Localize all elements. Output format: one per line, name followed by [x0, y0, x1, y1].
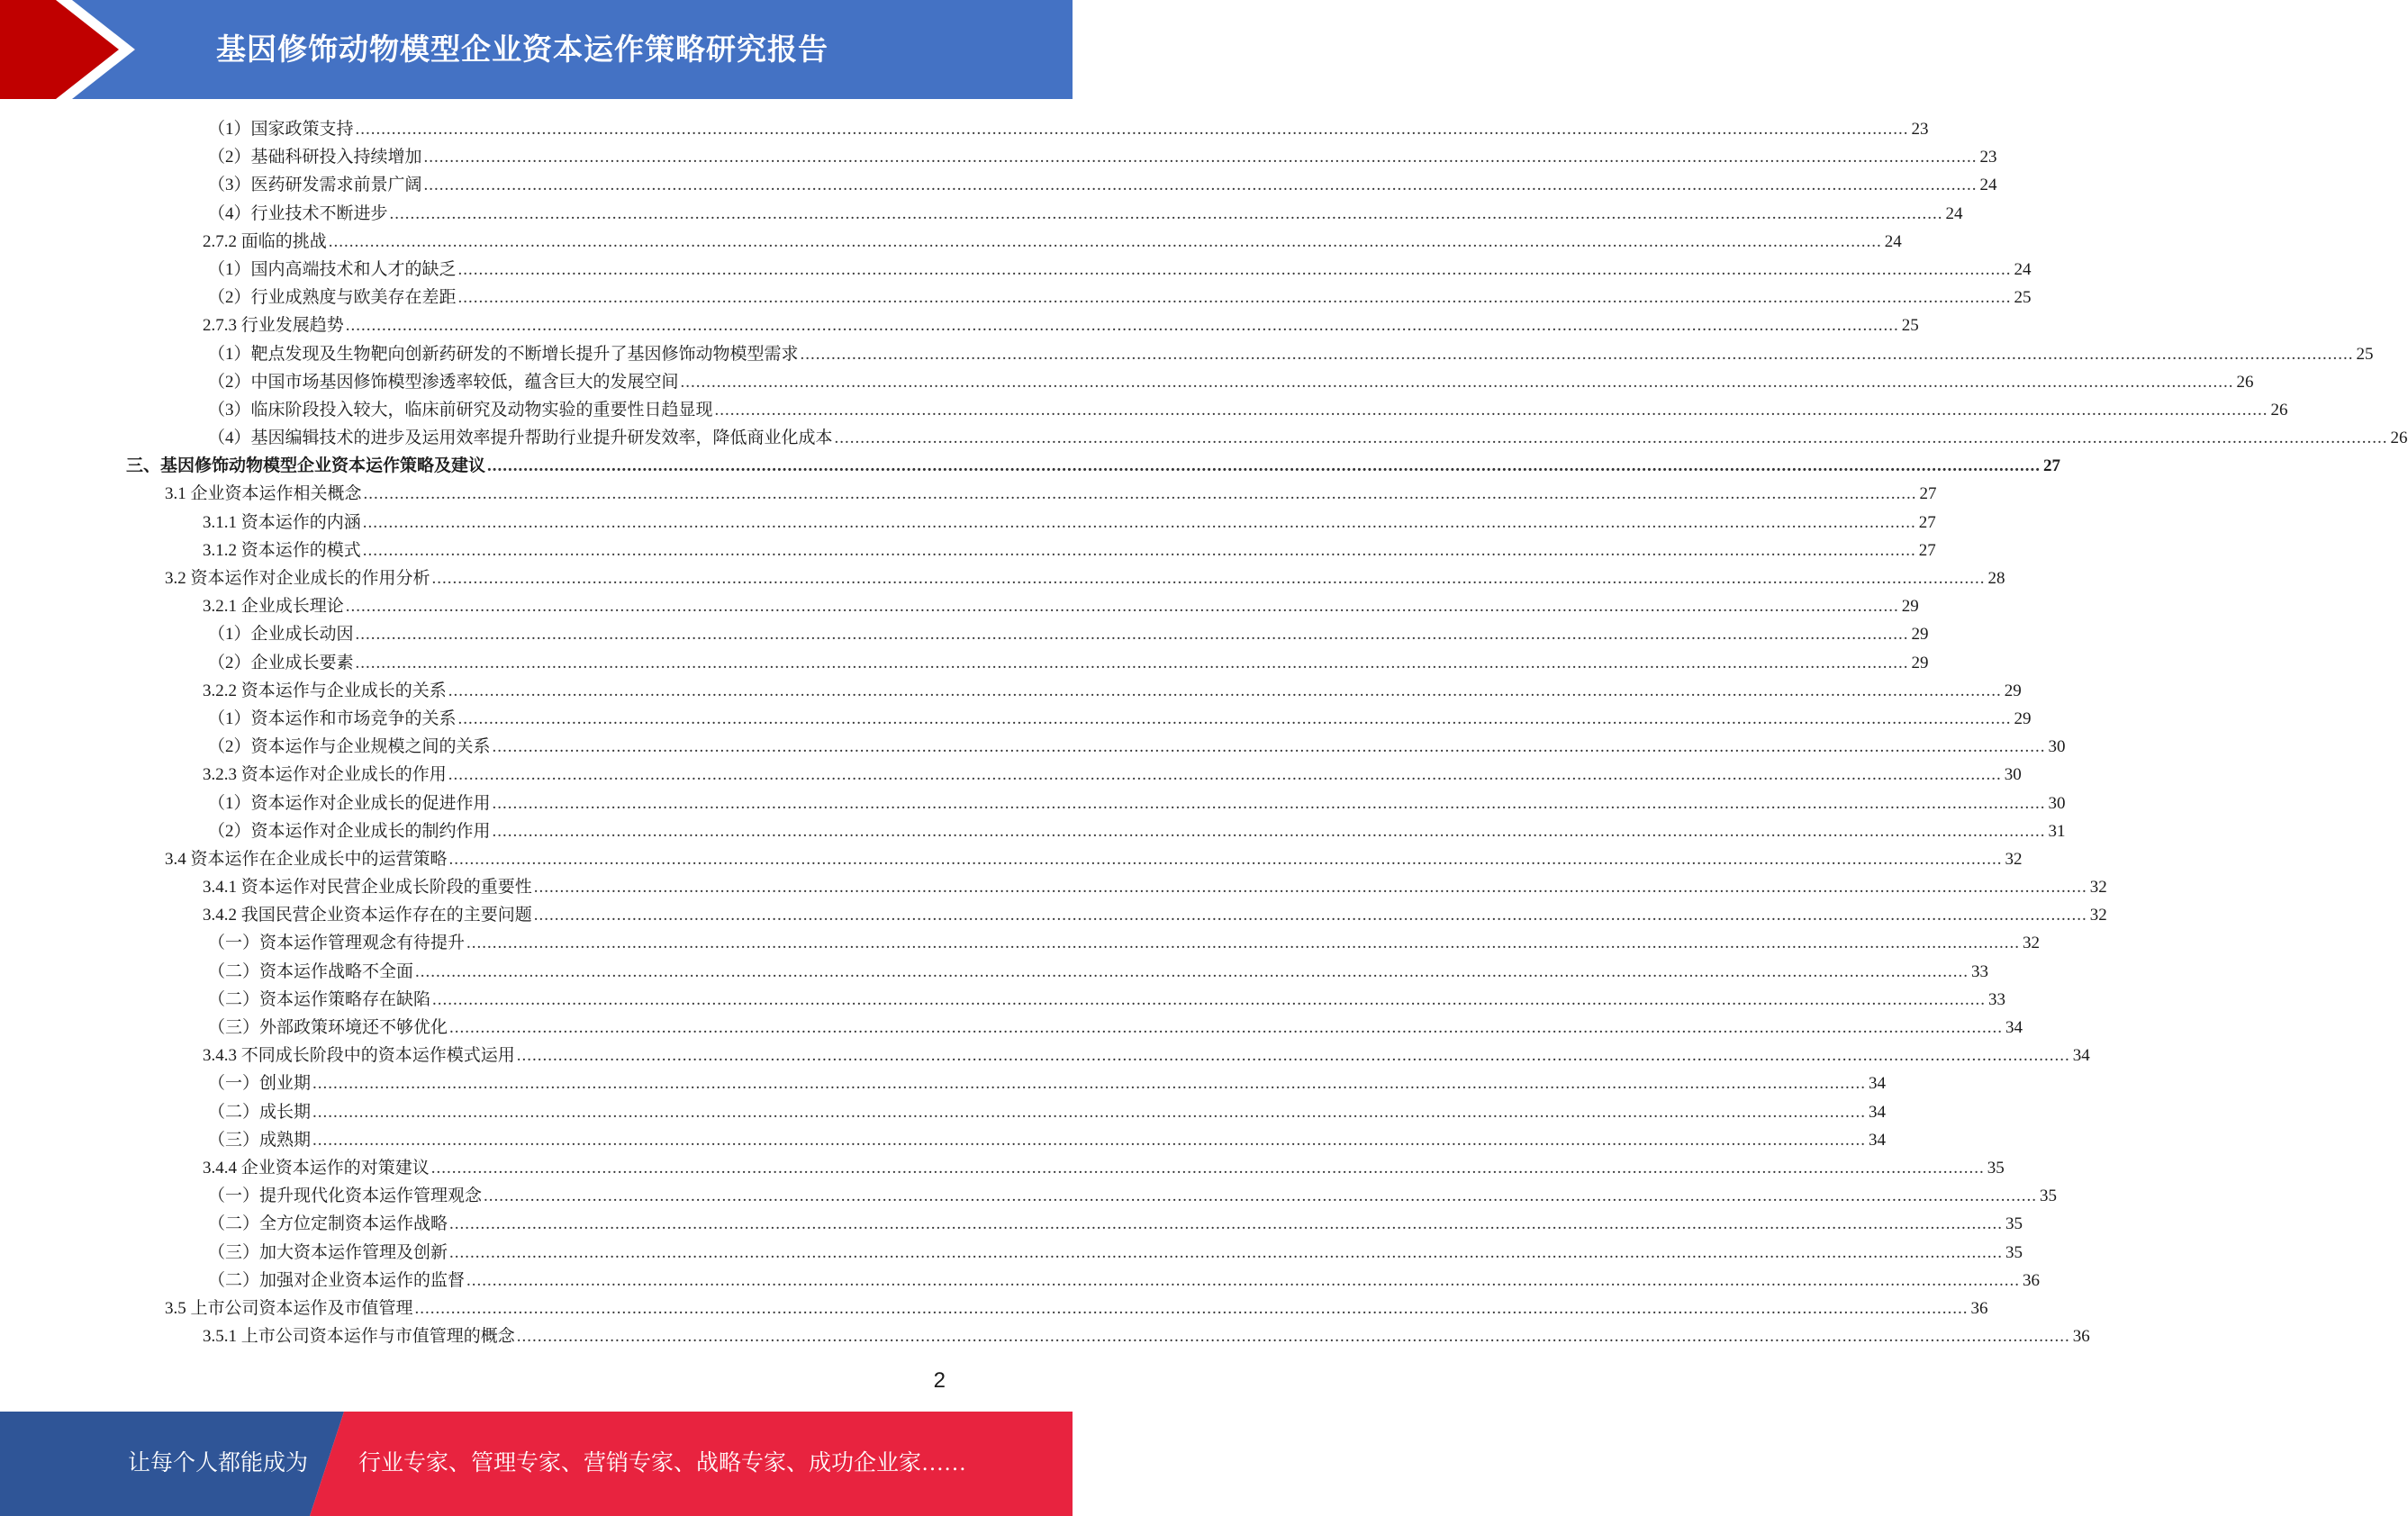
toc-entry-title: （三）成熟期: [208, 1130, 312, 1150]
toc-entry-page: 30: [2048, 793, 2066, 813]
toc-entry-page: 34: [1869, 1074, 1887, 1094]
toc-entry-title: （2）资本运作对企业成长的制约作用: [208, 821, 491, 841]
toc-entry-page: 36: [2072, 1327, 2090, 1347]
toc-entry-title: 2.7.3 行业发展趋势: [203, 316, 344, 336]
dot-leader: ............................................................................................................................................................................................................................................................................................................: [345, 597, 1899, 617]
toc-entry-title: （1）企业成长动因: [208, 625, 354, 645]
toc-entry-page: 23: [1979, 148, 1997, 167]
toc-entry-page: 29: [1911, 653, 1929, 672]
toc-entry-title: （4）基因编辑技术的进步及运用效率提升帮助行业提升研发效率，降低商业化成本: [208, 429, 833, 448]
toc-entry-title: （4）行业技术不断进步: [208, 203, 388, 223]
toc-entry-title: （二）加强对企业资本运作的监督: [208, 1270, 466, 1290]
toc-entry[interactable]: [165, 480, 1937, 508]
dot-leader: ............................................................................................................................................................................................................................................................................................................: [345, 316, 1899, 336]
toc-entry[interactable]: [208, 790, 2066, 817]
toc-entry-page: 35: [2040, 1187, 2058, 1206]
toc-entry-page: 29: [1901, 597, 1919, 617]
toc-entry[interactable]: [208, 1210, 2023, 1238]
toc-entry-title: 3.2.2 资本运作与企业成长的关系: [203, 681, 447, 700]
dot-leader: ............................................................................................................................................................................................................................................................................................................: [487, 456, 2041, 476]
toc-entry[interactable]: [208, 620, 1929, 648]
toc-entry-page: 27: [1919, 484, 1937, 504]
toc-entry-title: （1）资本运作对企业成长的促进作用: [208, 793, 491, 813]
toc-entry-page: 24: [1945, 203, 1963, 223]
toc-entry[interactable]: [208, 143, 1997, 171]
toc-entry[interactable]: [208, 171, 1997, 199]
toc-entry[interactable]: [208, 396, 2288, 424]
dot-leader: ............................................................................................................................................................................................................................................................................................................: [389, 203, 1943, 223]
toc-entry-page: 30: [2004, 765, 2022, 785]
toc-entry-page: 30: [2048, 737, 2066, 757]
dot-leader: ............................................................................................................................................................................................................................................................................................................: [431, 569, 1986, 588]
toc-entry[interactable]: [208, 1098, 1887, 1126]
toc-entry-title: 3.2.3 资本运作对企业成长的作用: [203, 765, 447, 785]
toc-entry-title: 3.4 资本运作在企业成长中的运营策略: [165, 849, 448, 869]
toc-entry-title: （一）创业期: [208, 1074, 312, 1094]
dot-leader: ............................................................................................................................................................................................................................................................................................................: [466, 934, 2021, 953]
dot-leader: ............................................................................................................................................................................................................................................................................................................: [362, 540, 1916, 560]
toc-entry-page: 29: [1911, 625, 1929, 645]
toc-entry[interactable]: [208, 115, 1929, 143]
dot-leader: ............................................................................................................................................................................................................................................................................................................: [423, 148, 1978, 167]
toc-entry-title: 3.1.2 资本运作的模式: [203, 540, 361, 560]
toc-entry-title: （2）行业成熟度与欧美存在差距: [208, 288, 457, 308]
dot-leader: ............................................................................................................................................................................................................................................................................................................: [423, 176, 1978, 195]
toc-entry[interactable]: [165, 564, 2005, 592]
toc-entry-page: 26: [2270, 400, 2288, 420]
dot-leader: ............................................................................................................................................................................................................................................................................................................: [312, 1074, 1867, 1094]
toc-entry[interactable]: [208, 340, 2374, 368]
table-of-contents: [0, 115, 2408, 1350]
dot-leader: ............................................................................................................................................................................................................................................................................................................: [680, 372, 2234, 392]
dot-leader: ............................................................................................................................................................................................................................................................................................................: [457, 708, 2012, 728]
toc-entry-page: 34: [2005, 1018, 2023, 1037]
toc-entry[interactable]: [126, 452, 2061, 480]
toc-entry-page: 27: [2043, 456, 2061, 476]
toc-entry-page: 36: [1970, 1298, 1988, 1318]
dot-leader: ............................................................................................................................................................................................................................................................................................................: [516, 1327, 2070, 1347]
toc-entry-page: 36: [2023, 1270, 2041, 1290]
toc-entry[interactable]: [208, 986, 2006, 1014]
dot-leader: ............................................................................................................................................................................................................................................................................................................: [516, 1046, 2070, 1066]
toc-entry[interactable]: [208, 200, 1963, 228]
toc-entry-page: 26: [2390, 429, 2408, 448]
toc-entry-page: 32: [2089, 878, 2107, 898]
toc-entry[interactable]: [208, 1126, 1887, 1154]
toc-entry-page: 29: [2004, 681, 2022, 700]
toc-entry[interactable]: [203, 311, 1919, 339]
page-number: 2: [933, 1368, 946, 1393]
toc-entry-title: 3.2 资本运作对企业成长的作用分析: [165, 569, 430, 588]
toc-entry-title: （2）中国市场基因修饰模型渗透率较低，蕴含巨大的发展空间: [208, 372, 679, 392]
dot-leader: ............................................................................................................................................................................................................................................................................................................: [492, 821, 2046, 841]
toc-entry-title: 3.4.4 企业资本运作的对策建议: [203, 1158, 430, 1178]
toc-entry-title: （一）提升现代化资本运作管理观念: [208, 1187, 483, 1206]
toc-entry-title: （二）资本运作战略不全面: [208, 961, 414, 981]
dot-leader: ............................................................................................................................................................................................................................................................................................................: [448, 849, 2003, 869]
toc-entry-title: （一）资本运作管理观念有待提升: [208, 934, 466, 953]
toc-entry-page: 23: [1911, 120, 1929, 139]
toc-entry-title: （二）成长期: [208, 1102, 312, 1122]
dot-leader: ............................................................................................................................................................................................................................................................................................................: [800, 344, 2354, 364]
toc-entry-page: 35: [2005, 1242, 2023, 1262]
toc-entry[interactable]: [203, 873, 2107, 901]
toc-entry-page: 32: [2005, 849, 2023, 869]
toc-entry-title: 三、基因修饰动物模型企业资本运作策略及建议: [126, 456, 486, 476]
toc-entry-title: 2.7.2 面临的挑战: [203, 231, 327, 251]
toc-entry-page: 25: [1901, 316, 1919, 336]
toc-entry-title: （三）外部政策环境还不够优化: [208, 1018, 448, 1037]
toc-entry[interactable]: [203, 677, 2022, 705]
toc-entry-title: （1）靶点发现及生物靶向创新药研发的不断增长提升了基因修饰动物模型需求: [208, 344, 799, 364]
toc-entry[interactable]: [208, 1014, 2023, 1042]
toc-entry-title: 3.1 企业资本运作相关概念: [165, 484, 362, 504]
toc-entry[interactable]: [203, 901, 2107, 929]
toc-entry-page: 28: [1987, 569, 2005, 588]
toc-entry-page: 33: [1988, 989, 2006, 1009]
toc-entry[interactable]: [208, 958, 1989, 986]
toc-entry-title: （1）国家政策支持: [208, 120, 354, 139]
toc-entry-title: 3.5.1 上市公司资本运作与市值管理的概念: [203, 1327, 515, 1347]
dot-leader: ............................................................................................................................................................................................................................................................................................................: [362, 512, 1916, 532]
toc-entry-page: 29: [2014, 708, 2032, 728]
toc-entry[interactable]: [203, 761, 2022, 789]
toc-entry-page: 32: [2023, 934, 2041, 953]
toc-entry-title: 3.4.2 我国民营企业资本运作存在的主要问题: [203, 906, 532, 925]
toc-entry-title: 3.1.1 资本运作的内涵: [203, 512, 361, 532]
dot-leader: ............................................................................................................................................................................................................................................................................................................: [415, 961, 1969, 981]
toc-entry-title: 3.4.3 不同成长阶段中的资本运作模式运用: [203, 1046, 515, 1066]
dot-leader: ............................................................................................................................................................................................................................................................................................................: [448, 681, 2002, 700]
dot-leader: ............................................................................................................................................................................................................................................................................................................: [449, 1242, 2004, 1262]
toc-entry-title: （二）全方位定制资本运作战略: [208, 1214, 448, 1234]
toc-entry-title: （1）资本运作和市场竞争的关系: [208, 708, 457, 728]
toc-entry-title: 3.5 上市公司资本运作及市值管理: [165, 1298, 413, 1318]
toc-entry-title: （三）加大资本运作管理及创新: [208, 1242, 448, 1262]
toc-entry-page: 34: [2072, 1046, 2090, 1066]
toc-entry[interactable]: [208, 733, 2066, 761]
dot-leader: ............................................................................................................................................................................................................................................................................................................: [312, 1130, 1867, 1150]
toc-entry-title: （1）国内高端技术和人才的缺乏: [208, 259, 457, 279]
toc-entry[interactable]: [208, 1267, 2041, 1295]
dot-leader: ............................................................................................................................................................................................................................................................................................................: [312, 1102, 1867, 1122]
dot-leader: ............................................................................................................................................................................................................................................................................................................: [414, 1298, 1969, 1318]
dot-leader: ............................................................................................................................................................................................................................................................................................................: [457, 259, 2012, 279]
dot-leader: ............................................................................................................................................................................................................................................................................................................: [355, 625, 1909, 645]
toc-entry-page: 34: [1869, 1102, 1887, 1122]
dot-leader: ............................................................................................................................................................................................................................................................................................................: [355, 653, 1909, 672]
toc-entry-page: 35: [2005, 1214, 2023, 1234]
toc-entry-title: （2）基础科研投入持续增加: [208, 148, 422, 167]
toc-entry-title: （2）资本运作与企业规模之间的关系: [208, 737, 491, 757]
dot-leader: ............................................................................................................................................................................................................................................................................................................: [448, 765, 2002, 785]
page-footer: [0, 1412, 1073, 1516]
dot-leader: ............................................................................................................................................................................................................................................................................................................: [449, 1214, 2004, 1234]
toc-entry[interactable]: [203, 1042, 2090, 1069]
chevron-arrow-icon: [0, 0, 144, 99]
toc-entry[interactable]: [208, 1069, 1887, 1097]
dot-leader: ............................................................................................................................................................................................................................................................................................................: [466, 1270, 2021, 1290]
toc-entry[interactable]: [165, 1295, 1988, 1322]
dot-leader: ............................................................................................................................................................................................................................................................................................................: [355, 120, 1909, 139]
page-header: [0, 0, 1073, 99]
toc-entry-page: 34: [1869, 1130, 1887, 1150]
toc-entry[interactable]: [208, 284, 2032, 311]
toc-entry[interactable]: [208, 1182, 2058, 1210]
toc-entry[interactable]: [203, 1154, 2005, 1182]
toc-entry-title: （3）医药研发需求前景广阔: [208, 176, 422, 195]
dot-leader: ............................................................................................................................................................................................................................................................................................................: [714, 400, 2268, 420]
footer-slogan-right: 行业专家、管理专家、营销专家、战略专家、成功企业家……: [358, 1451, 967, 1475]
toc-entry-page: 24: [1979, 176, 1997, 195]
toc-entry[interactable]: [208, 817, 2066, 845]
dot-leader: ............................................................................................................................................................................................................................................................................................................: [432, 989, 1987, 1009]
dot-leader: ............................................................................................................................................................................................................................................................................................................: [533, 906, 2087, 925]
toc-entry-page: 31: [2048, 821, 2066, 841]
toc-entry-title: （2）企业成长要素: [208, 653, 354, 672]
toc-entry-page: 27: [1918, 540, 1936, 560]
toc-entry-page: 24: [1884, 231, 1902, 251]
footer-slogan-left: 让每个人都能成为: [128, 1451, 309, 1475]
toc-entry[interactable]: [208, 649, 1929, 677]
toc-entry[interactable]: [203, 592, 1919, 620]
dot-leader: ............................................................................................................................................................................................................................................................................................................: [533, 878, 2087, 898]
toc-entry[interactable]: [208, 705, 2032, 733]
dot-leader: ............................................................................................................................................................................................................................................................................................................: [449, 1018, 2004, 1037]
toc-entry[interactable]: [203, 509, 1936, 537]
toc-entry[interactable]: [165, 845, 2023, 873]
toc-entry[interactable]: [208, 1239, 2023, 1267]
toc-entry[interactable]: [203, 537, 1936, 564]
dot-leader: ............................................................................................................................................................................................................................................................................................................: [834, 429, 2388, 448]
toc-entry[interactable]: [208, 929, 2041, 957]
toc-entry-page: 26: [2236, 372, 2254, 392]
toc-entry[interactable]: [203, 1322, 2090, 1350]
toc-entry-page: 33: [1971, 961, 1989, 981]
toc-entry-page: 27: [1918, 512, 1936, 532]
dot-leader: ............................................................................................................................................................................................................................................................................................................: [492, 793, 2046, 813]
dot-leader: ............................................................................................................................................................................................................................................................................................................: [430, 1158, 1985, 1178]
toc-entry-page: 25: [2356, 344, 2374, 364]
dot-leader: ............................................................................................................................................................................................................................................................................................................: [484, 1187, 2038, 1206]
toc-entry-page: 24: [2014, 259, 2032, 279]
report-title: 基因修饰动物模型企业资本运作策略研究报告: [216, 32, 828, 67]
toc-entry[interactable]: [203, 228, 1902, 256]
toc-entry-page: 25: [2014, 288, 2032, 308]
toc-entry[interactable]: [208, 368, 2254, 396]
toc-entry-title: （二）资本运作策略存在缺陷: [208, 989, 431, 1009]
toc-entry-title: 3.4.1 资本运作对民营企业成长阶段的重要性: [203, 878, 532, 898]
dot-leader: ............................................................................................................................................................................................................................................................................................................: [328, 231, 1882, 251]
dot-leader: ............................................................................................................................................................................................................................................................................................................: [492, 737, 2046, 757]
toc-entry-title: （3）临床阶段投入较大，临床前研究及动物实验的重要性日趋显现: [208, 400, 713, 420]
toc-entry[interactable]: [208, 256, 2032, 284]
toc-entry-page: 32: [2089, 906, 2107, 925]
toc-entry-page: 35: [1987, 1158, 2005, 1178]
dot-leader: ............................................................................................................................................................................................................................................................................................................: [457, 288, 2012, 308]
dot-leader: ............................................................................................................................................................................................................................................................................................................: [363, 484, 1917, 504]
toc-entry[interactable]: [208, 424, 2408, 452]
toc-entry-title: 3.2.1 企业成长理论: [203, 597, 344, 617]
